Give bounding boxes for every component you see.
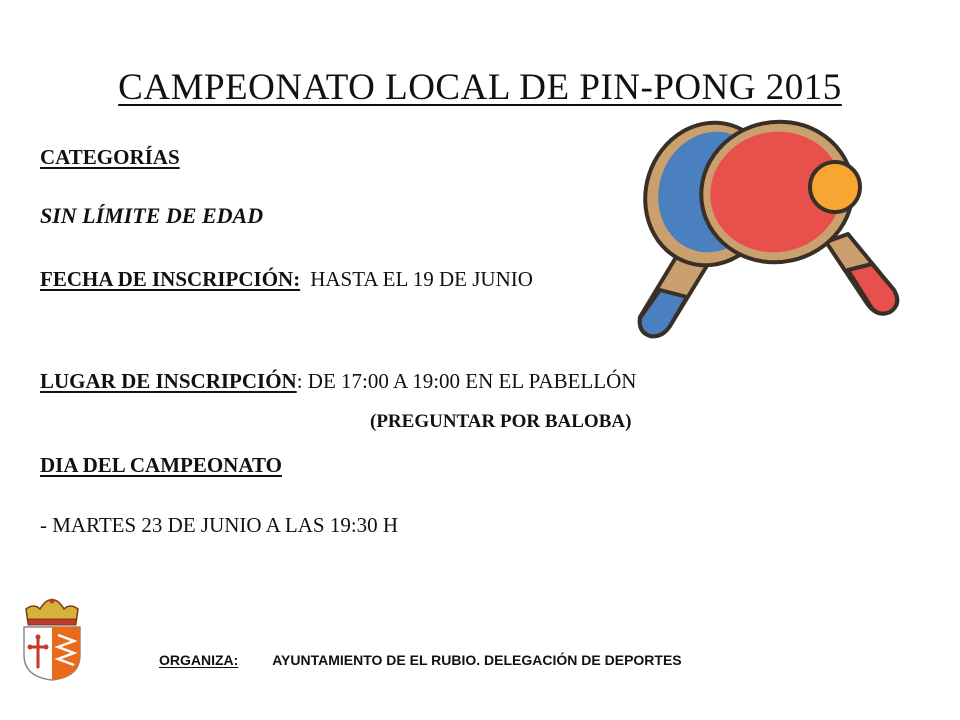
title-text: CAMPEONATO LOCAL DE PIN-PONG 2015 [118,67,842,108]
coat-of-arms-icon [20,597,84,682]
lugar-inscripcion-label: LUGAR DE INSCRIPCIÓN [40,369,297,393]
dia-campeonato-label: DIA DEL CAMPEONATO [40,453,282,477]
categorias-label: CATEGORÍAS [40,145,180,169]
fecha-inscripcion-value: HASTA EL 19 DE JUNIO [310,267,533,291]
dia-campeonato-value: - MARTES 23 DE JUNIO A LAS 19:30 H [40,513,399,537]
page-title [0,66,960,109]
lugar-inscripcion-note: (PREGUNTAR POR BALOBA) [370,411,632,432]
footer-label: ORGANIZA: [159,652,239,668]
lugar-inscripcion-row [40,369,636,394]
footer-row [159,652,682,668]
ping-pong-paddles-icon [630,112,915,347]
fecha-inscripcion-row [40,267,533,292]
lugar-inscripcion-value: : DE 17:00 A 19:00 EN EL PABELLÓN [296,369,637,393]
fecha-inscripcion-label: FECHA DE INSCRIPCIÓN: [40,267,301,291]
categorias-value: SIN LÍMITE DE EDAD [40,203,264,228]
footer-value: AYUNTAMIENTO DE EL RUBIO. DELEGACIÓN DE DEPORTES [272,652,682,668]
